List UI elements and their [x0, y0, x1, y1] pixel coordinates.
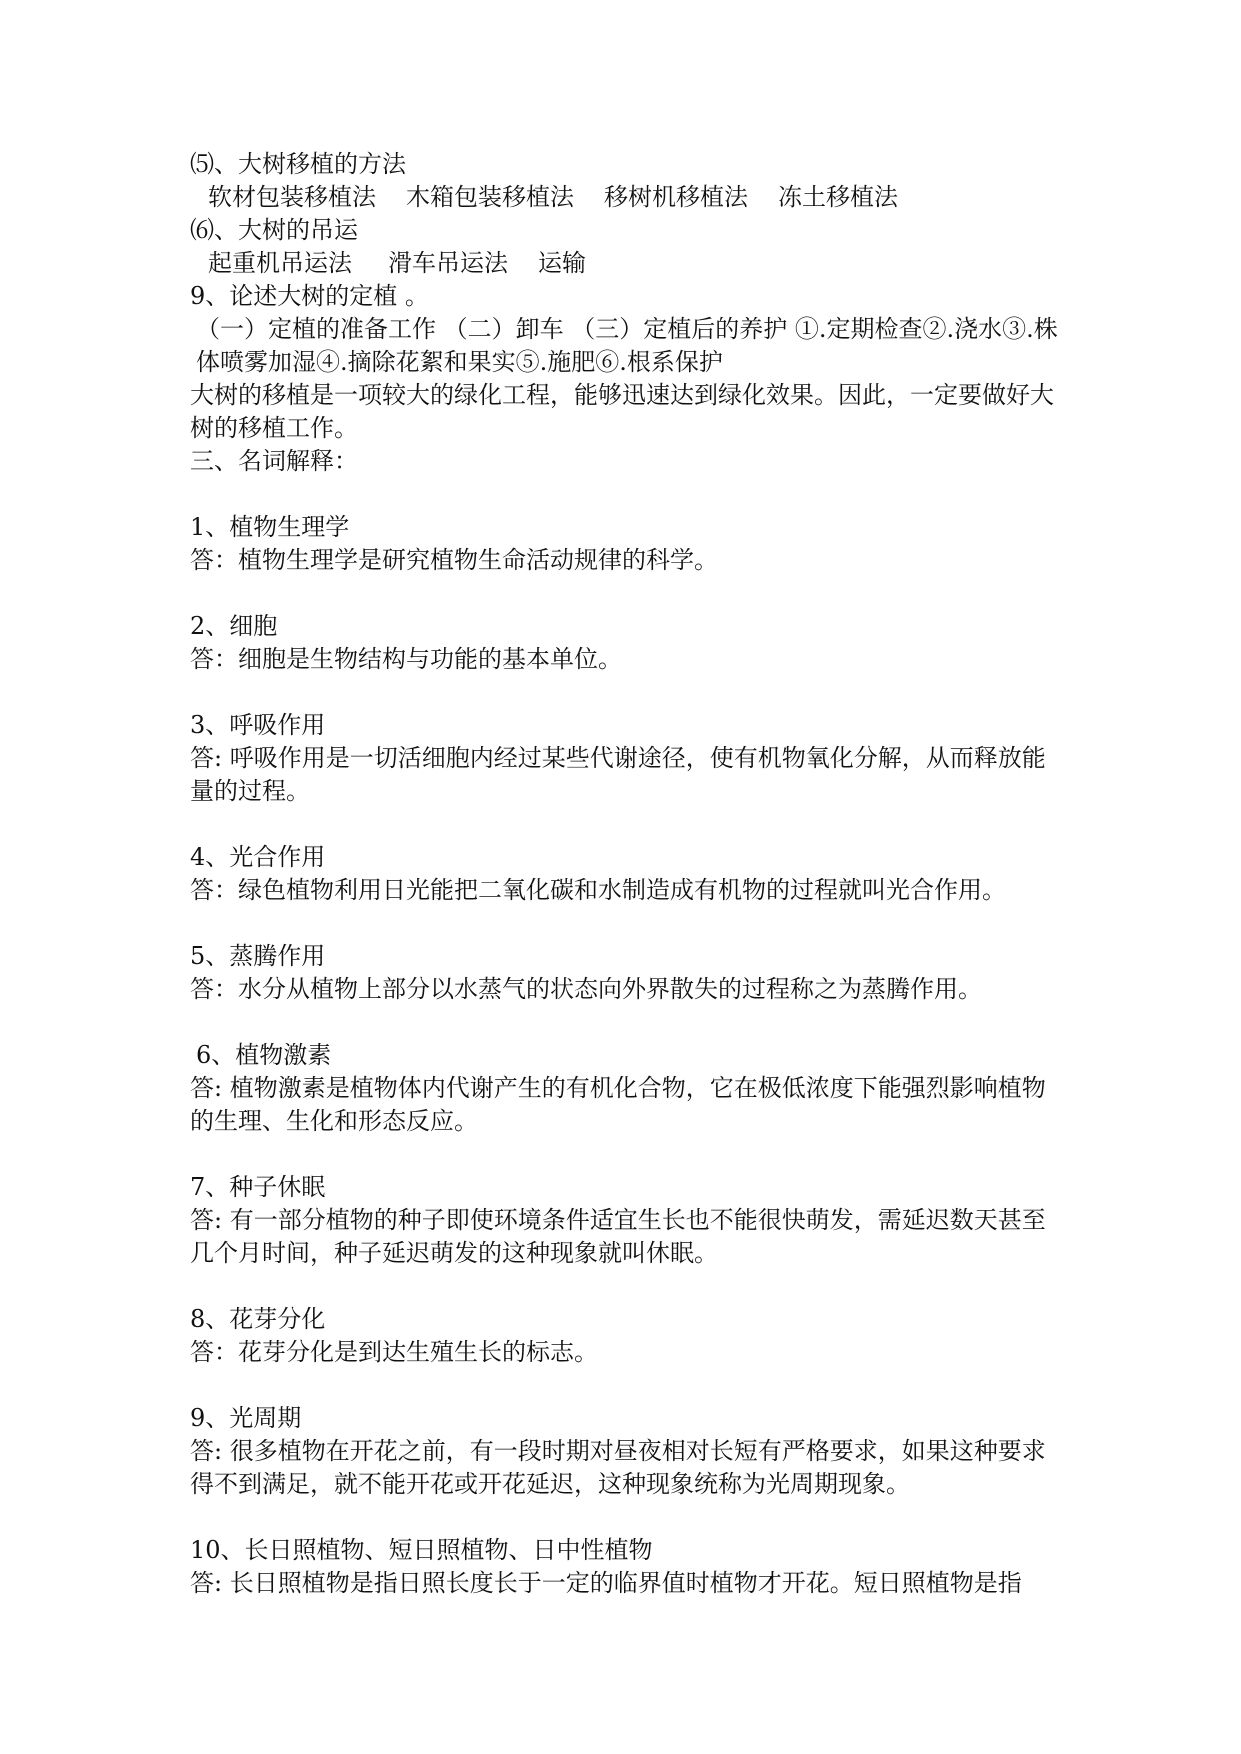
method-item: 起重机吊运法: [208, 249, 352, 277]
term-title: 8、花芽分化: [190, 1305, 326, 1333]
question-9-answer: （一）定植的准备工作 （二）卸车 （三）定植后的养护 ①.定期检查②.浇水③.株体喷雾加湿④.摘除花絮和果实⑤.施肥⑥.根系保护: [196, 315, 1058, 376]
section-6-heading: ⑹、大树的吊运: [190, 216, 358, 244]
question-9-conclusion: 大树的移植是一项较大的绿化工程，能够迅速达到绿化效果。因此，一定要做好大树的移植工作。: [190, 381, 1054, 442]
term-answer: 答: 很多植物在开花之前，有一段时期对昼夜相对长短有严格要求，如果这种要求得不到满足，就不能开花或开花延迟，这种现象统称为光周期现象。: [190, 1437, 1046, 1498]
term-title: 3、呼吸作用: [190, 711, 326, 739]
method-item: 软材包装移植法: [208, 183, 376, 211]
terms-list: [190, 478, 1061, 1600]
term-title: 6、植物激素: [196, 1041, 332, 1069]
term-answer: 答：绿色植物利用日光能把二氧化碳和水制造成有机物的过程就叫光合作用。: [190, 876, 1006, 904]
term-answer: 答：细胞是生物结构与功能的基本单位。: [190, 645, 622, 673]
term-title: 5、蒸腾作用: [190, 942, 326, 970]
term-title: 10、长日照植物、短日照植物、日中性植物: [190, 1536, 653, 1564]
section-5-methods: [190, 181, 1061, 214]
method-item: 运输: [538, 249, 586, 277]
section-6-methods: [190, 247, 1061, 280]
question-9-heading: 9、论述大树的定植 。: [190, 282, 429, 310]
term-answer: 答: 长日照植物是指日照长度长于一定的临界值时植物才开花。短日照植物是指: [190, 1569, 1022, 1597]
term-title: 1、植物生理学: [190, 513, 350, 541]
term-title: 9、光周期: [190, 1404, 302, 1432]
term-title: 2、细胞: [190, 612, 278, 640]
term-title: 7、种子休眠: [190, 1173, 326, 1201]
term-answer: 答：植物生理学是研究植物生命活动规律的科学。: [190, 546, 718, 574]
term-answer: 答: 植物激素是植物体内代谢产生的有机化合物，它在极低浓度下能强烈影响植物的生理、生化和形态反应。: [190, 1074, 1046, 1135]
term-title: 4、光合作用: [190, 843, 326, 871]
section-3-heading: 三、名词解释：: [190, 447, 358, 475]
method-item: 移树机移植法: [604, 183, 748, 211]
method-item: 冻土移植法: [778, 183, 898, 211]
method-item: 滑车吊运法: [388, 249, 508, 277]
term-answer: 答: 呼吸作用是一切活细胞内经过某些代谢途径，使有机物氧化分解，从而释放能量的过程。: [190, 744, 1046, 805]
term-answer: 答: 有一部分植物的种子即使环境条件适宜生长也不能很快萌发，需延迟数天甚至几个月时间，种子延迟萌发的这种现象就叫休眠。: [190, 1206, 1046, 1267]
term-answer: 答：水分从植物上部分以水蒸气的状态向外界散失的过程称之为蒸腾作用。: [190, 975, 982, 1003]
section-5-heading: ⑸、大树移植的方法: [190, 150, 406, 178]
method-item: 木箱包装移植法: [406, 183, 574, 211]
term-answer: 答：花芽分化是到达生殖生长的标志。: [190, 1338, 598, 1366]
